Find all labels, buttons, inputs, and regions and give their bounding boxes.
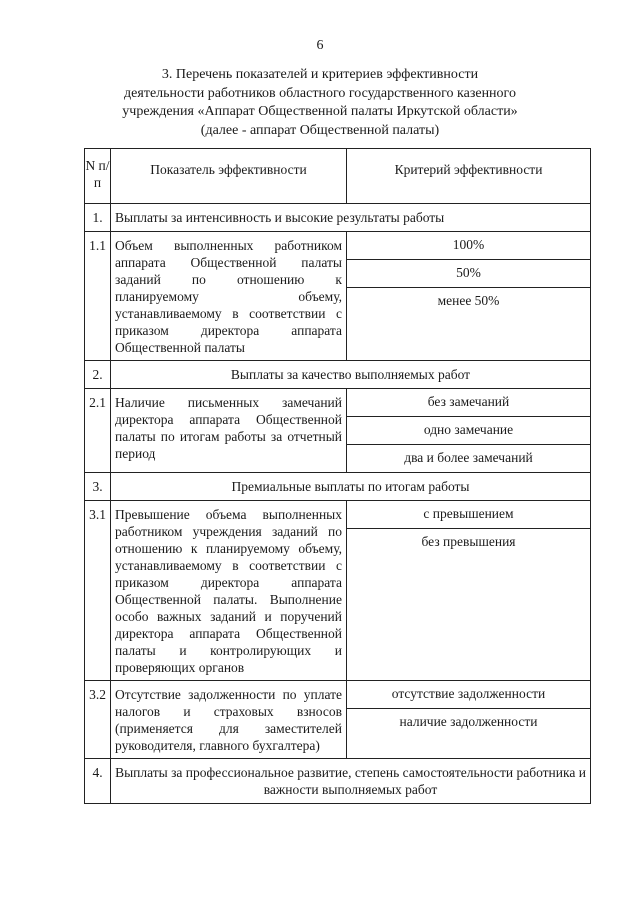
row-number: 2.1 xyxy=(85,389,111,473)
section-title: Выплаты за интенсивность и высокие результаты работы xyxy=(111,204,591,232)
row-number: 3.2 xyxy=(85,681,111,759)
row-number: 3.1 xyxy=(85,501,111,681)
indicator-text: Отсутствие задолженности по уплате налогов и страховых взносов (применяется для заместителей руководителя, главного бухгалтера) xyxy=(111,681,347,759)
indicator-text: Наличие письменных замечаний директора аппарата Общественной палаты по итогам работы за отчетный период xyxy=(111,389,347,473)
row-number: 1.1 xyxy=(85,232,111,361)
criterion-item: 50% xyxy=(347,260,590,288)
page-number: 6 xyxy=(316,38,324,53)
title-line: 3. Перечень показателей и критериев эффективности xyxy=(161,67,479,82)
criteria-table xyxy=(84,148,591,804)
title-line: деятельности работников областного государственного казенного xyxy=(124,85,516,101)
criteria-cell xyxy=(347,232,591,361)
criterion-item: 100% xyxy=(347,232,590,260)
criterion-item: два и более замечаний xyxy=(404,450,533,465)
criteria-cell xyxy=(347,681,591,759)
section-number: 3. xyxy=(85,473,111,501)
section-title: Выплаты за качество выполняемых работ xyxy=(111,361,591,389)
section-number: 4. xyxy=(85,759,111,804)
section-number: 1. xyxy=(85,204,111,232)
header-num: N п/п xyxy=(85,149,111,204)
table-row xyxy=(85,232,591,361)
table-row xyxy=(85,389,591,473)
indicator-text: Объем выполненных работником аппарата Общественной палаты заданий по отношению к планируемому объему, устанавливаемому в соответствии с приказом директора аппарата Общественной палаты xyxy=(111,232,347,361)
section-row xyxy=(85,361,591,389)
table-row xyxy=(85,501,591,681)
table-row xyxy=(85,681,591,759)
criteria-cell xyxy=(347,389,591,473)
section-row xyxy=(85,473,591,501)
table-header-row xyxy=(85,149,591,204)
criterion-item: менее 50% xyxy=(437,293,500,308)
criterion-item: с превышением xyxy=(347,501,590,529)
section-number: 2. xyxy=(85,361,111,389)
criterion-item: без замечаний xyxy=(347,389,590,417)
criteria-cell xyxy=(347,501,591,681)
section-row xyxy=(85,759,591,804)
criterion-item: без превышения xyxy=(421,534,516,549)
criterion-item: одно замечание xyxy=(347,417,590,445)
criterion-item: отсутствие задолженности xyxy=(347,681,590,709)
title-line: (далее - аппарат Общественной палаты) xyxy=(200,122,440,138)
title-line: учреждения «Аппарат Общественной палаты Иркутской области» xyxy=(122,104,518,119)
header-criterion: Критерий эффективности xyxy=(347,149,591,204)
section-title: Премиальные выплаты по итогам работы xyxy=(111,473,591,501)
indicator-text: Превышение объема выполненных работником учреждения заданий по отношению к планируемому объему, устанавливаемому в соответствии с приказом директора аппарата Общественной палаты. Выполнение особо важных заданий и поручений директора аппарата Общественной палаты и контролирующих и проверяющих органов xyxy=(111,501,347,681)
section-row xyxy=(85,204,591,232)
section-title: Выплаты за профессиональное развитие, степень самостоятельности работника и важности выполняемых работ xyxy=(111,759,591,804)
document-title xyxy=(95,66,545,140)
criterion-item: наличие задолженности xyxy=(399,714,538,729)
header-indicator: Показатель эффективности xyxy=(111,149,347,204)
